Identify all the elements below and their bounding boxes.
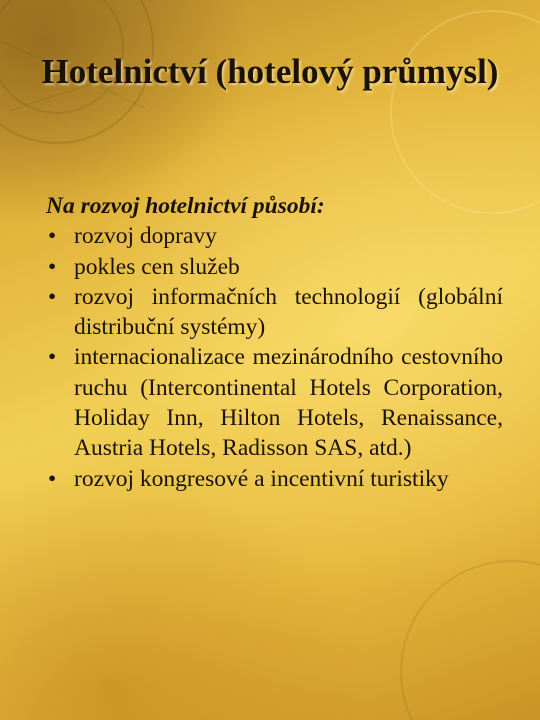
- list-item: [46, 282, 503, 343]
- decorative-ring: [400, 560, 540, 720]
- bullet-list: [46, 221, 503, 494]
- bullet-icon: •: [48, 283, 57, 310]
- intro-text: Na rozvoj hotelnictví působí:: [46, 193, 325, 219]
- slide-body: [46, 191, 503, 494]
- slide-title: Hotelnictví (hotelový průmysl): [41, 52, 499, 91]
- list-item: [46, 464, 503, 494]
- list-item: [46, 221, 503, 251]
- decorative-ring: [390, 10, 540, 214]
- bullet-icon: •: [48, 344, 57, 371]
- list-item-text: pokles cen služeb: [74, 253, 240, 280]
- bullet-icon: •: [48, 223, 57, 250]
- list-item: [46, 342, 503, 463]
- bullet-icon: •: [48, 253, 57, 280]
- list-item-text: internacionalizace mezinárodního cestovního ruchu (Intercontinental Hotels Corporation, Holiday Inn, Hilton Hotels, Renaissance, Austria Hotels, Radisson SAS, atd.): [74, 344, 503, 462]
- bullet-icon: •: [48, 465, 57, 492]
- list-item-text: rozvoj dopravy: [74, 223, 217, 250]
- list-item-text: rozvoj informačních technologií (globální distribuční systémy): [74, 283, 503, 341]
- list-item: [46, 252, 503, 282]
- list-item-text: rozvoj kongresové a incentivní turistiky: [74, 465, 449, 492]
